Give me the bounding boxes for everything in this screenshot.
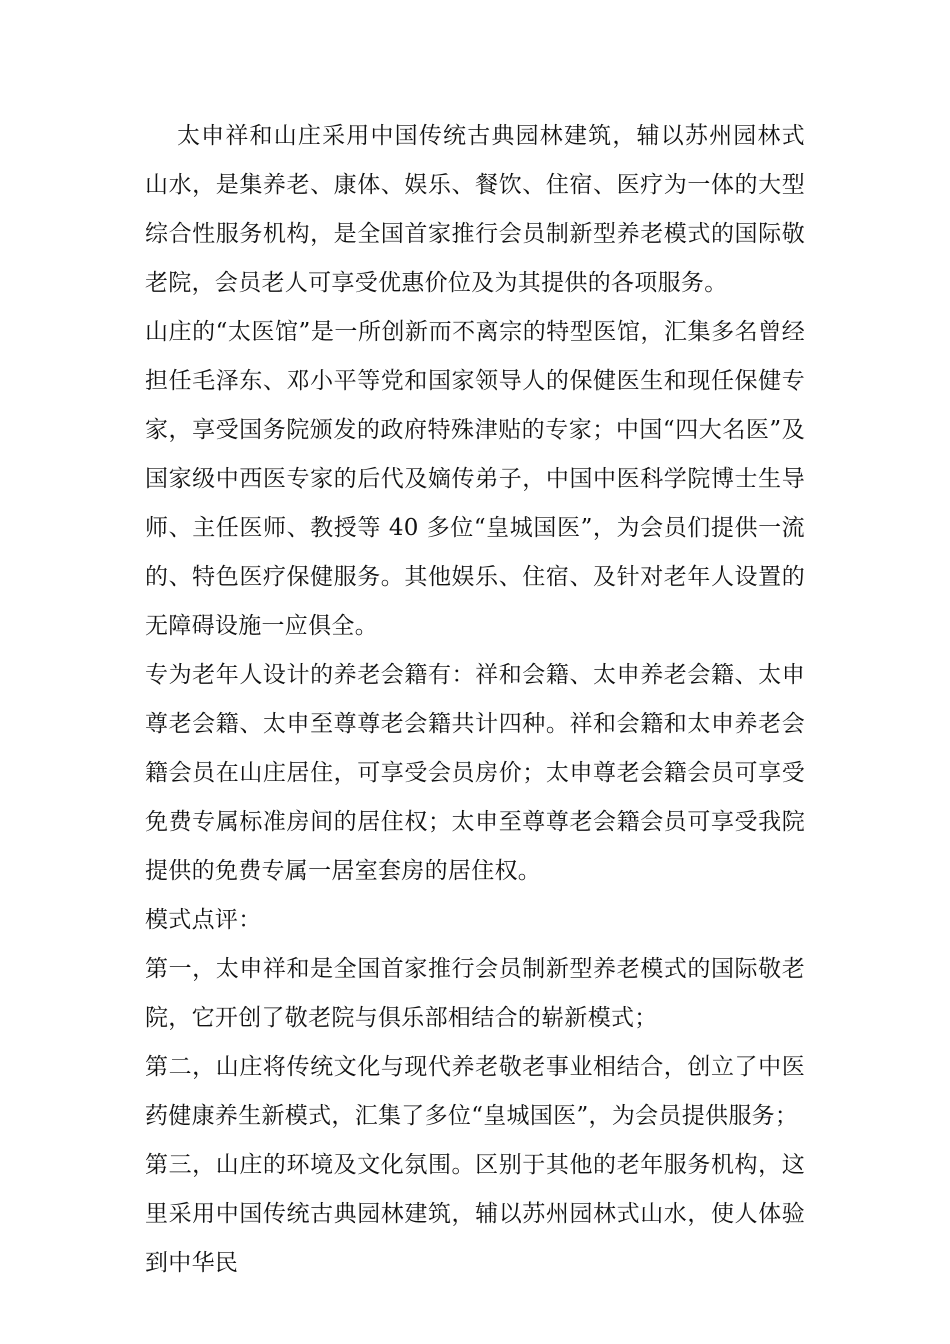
paragraph-point-one: 第一，太申祥和是全国首家推行会员制新型养老模式的国际敬老院，它开创了敬老院与俱乐部相结合的崭新模式； [145, 956, 805, 1031]
paragraph-point-two: 第二，山庄将传统文化与现代养老敬老事业相结合，创立了中医药健康养生新模式，汇集了多位“皇城国医”，为会员提供服务； [145, 1054, 805, 1129]
paragraph-memberships: 专为老年人设计的养老会籍有：祥和会籍、太申养老会籍、太申尊老会籍、太申至尊尊老会籍共计四种。祥和会籍和太申养老会籍会员在山庄居住，可享受会员房价；太申尊老会籍会员可享受免费专属标准房间的居住权；太申至尊尊老会籍会员可享受我院提供的免费专属一居室套房的居住权。 [145, 662, 805, 884]
paragraph-point-three: 第三，山庄的环境及文化氛围。区别于其他的老年服务机构，这里采用中国传统古典园林建筑，辅以苏州园林式山水，使人体验到中华民 [145, 1152, 805, 1276]
paragraph-review-heading: 模式点评： [145, 907, 262, 933]
document-body [145, 112, 805, 1288]
paragraph-intro: 太申祥和山庄采用中国传统古典园林建筑，辅以苏州园林式山水，是集养老、康体、娱乐、餐饮、住宿、医疗为一体的大型综合性服务机构，是全国首家推行会员制新型养老模式的国际敬老院，会员老人可享受优惠价位及为其提供的各项服务。 [145, 123, 805, 296]
paragraph-medical-hall: 山庄的“太医馆”是一所创新而不离宗的特型医馆，汇集多名曾经担任毛泽东、邓小平等党和国家领导人的保健医生和现任保健专家，享受国务院颁发的政府特殊津贴的专家；中国“四大名医”及国家级中西医专家的后代及嫡传弟子，中国中医科学院博士生导师、主任医师、教授等 40 多位“皇城国医”，为会员们提供一流的、特色医疗保健服务。其他娱乐、住宿、及针对老年人设置的无障碍设施一应俱全。 [145, 319, 805, 639]
